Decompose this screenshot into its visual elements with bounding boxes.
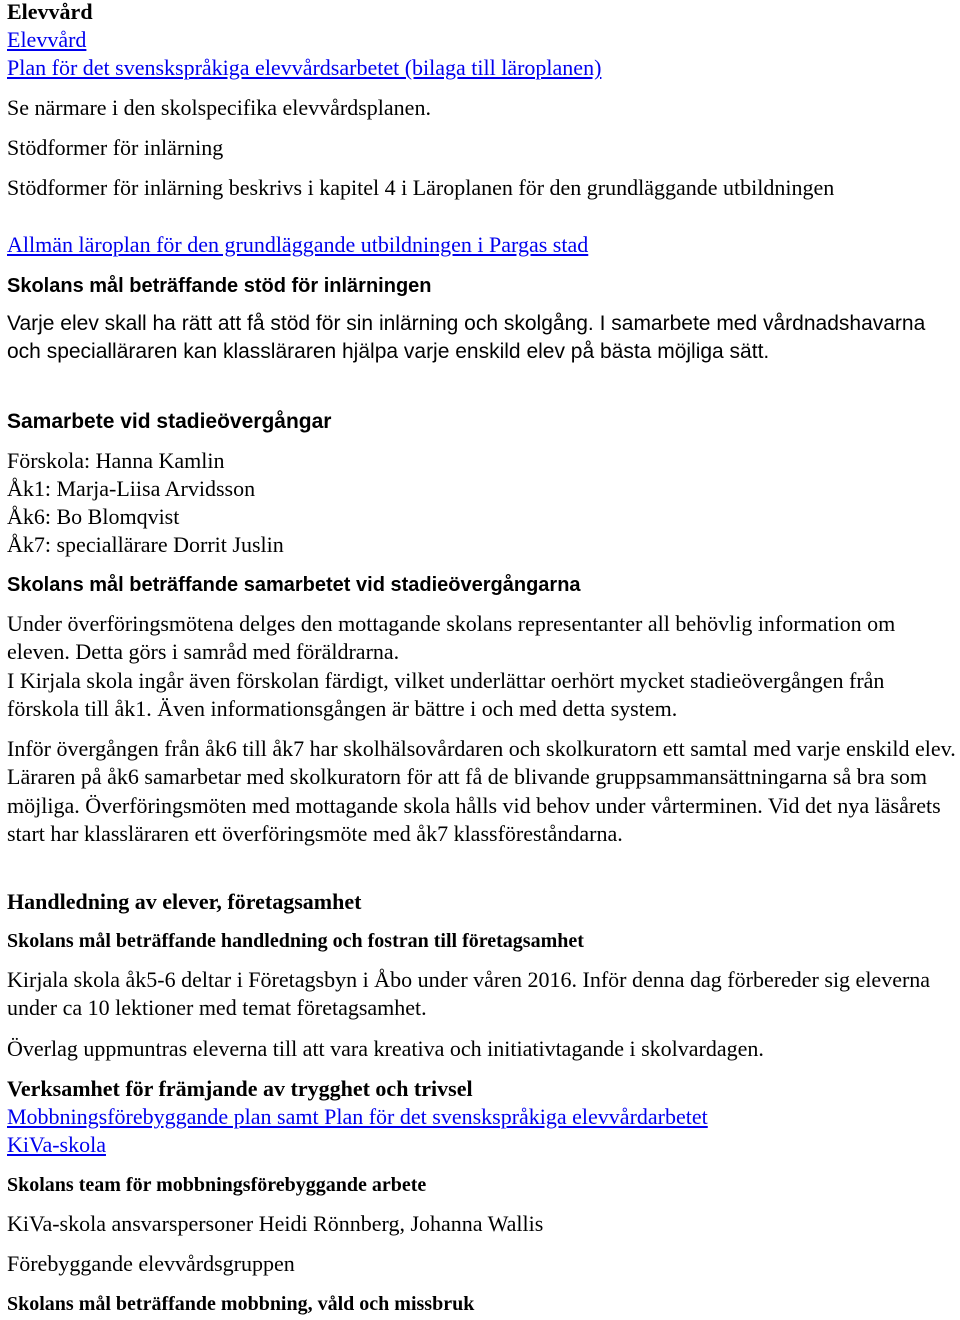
page-title: Elevvård [7, 0, 93, 24]
mobbning-plan-link[interactable]: Mobbningsförebyggande plan samt Plan för det svenskspråkiga elevvårdarbetet [7, 1104, 708, 1129]
section-heading-samarbete: Samarbete vid stadieövergångar [7, 410, 332, 433]
goal-heading-samarbete: Skolans mål beträffande samarbetet vid stadieövergångarna [7, 574, 581, 596]
section-heading-handledning: Handledning av elever, företagsamhet [7, 889, 362, 914]
stodformer-description: Stödformer för inlärning beskrivs i kapitel 4 i Läroplanen för den grundläggande utbildningen [7, 175, 835, 200]
samarbete-paragraph-1a: Under överföringsmötena delges den mottagande skolans representanter all behövlig information om eleven. Detta görs i samråd med föräldrarna. [7, 611, 896, 665]
elevvard-plan-link[interactable]: Plan för det svenskspråkiga elevvårdsarbetet (bilaga till läroplanen) [7, 55, 602, 80]
contact-ak7: Åk7: speciallärare Dorrit Juslin [7, 532, 284, 557]
group-text: Förebyggande elevvårdsgruppen [7, 1251, 295, 1276]
handledning-paragraph-1: Kirjala skola åk5-6 deltar i Företagsbyn i Åbo under våren 2016. Inför denna dag förbereder sig eleverna under ca 10 lektioner med temat företagsamhet. [7, 967, 931, 1021]
contact-ak6: Åk6: Bo Blomqvist [7, 504, 180, 529]
samarbete-paragraph-1b: I Kirjala skola ingår även förskolan färdigt, vilket underlättar oerhört mycket stadieövergången från förskola till åk1. Även informationsgången är bättre i och med detta system. [7, 668, 885, 722]
handledning-paragraph-2: Överlag uppmuntras eleverna till att vara kreativa och initiativtagande i skolvardagen. [7, 1036, 764, 1061]
contact-forskola: Förskola: Hanna Kamlin [7, 448, 225, 473]
goal-heading-stod: Skolans mål beträffande stöd för inlärningen [7, 275, 432, 297]
contact-ak1: Åk1: Marja-Liisa Arvidsson [7, 476, 256, 501]
section-heading-trygghet: Verksamhet för främjande av trygghet och trivsel [7, 1076, 473, 1101]
elevvard-note: Se närmare i den skolspecifika elevvårdsplanen. [7, 95, 431, 120]
elevvard-link[interactable]: Elevvård [7, 27, 87, 52]
team-text: KiVa-skola ansvarspersoner Heidi Rönnberg, Johanna Wallis [7, 1211, 544, 1236]
kiva-skola-link[interactable]: KiVa-skola [7, 1132, 106, 1157]
goal-text-stod: Varje elev skall ha rätt att få stöd för sin inlärning och skolgång. I samarbete med vårdnadshavarna och specialläraren kan klassläraren hjälpa varje enskild elev på bästa möjliga sätt. [7, 312, 926, 364]
team-heading: Skolans team för mobbningsförebyggande arbete [7, 1174, 427, 1196]
goal-heading-handledning: Skolans mål beträffande handledning och fostran till företagsamhet [7, 930, 584, 952]
section-heading-stodformer: Stödformer för inlärning [7, 135, 224, 160]
goal-heading-mobbning: Skolans mål beträffande mobbning, våld och missbruk [7, 1293, 475, 1315]
samarbete-paragraph-2: Inför övergången från åk6 till åk7 har skolhälsovårdaren och skolkuratorn ett samtal med varje enskild elev. Läraren på åk6 samarbetar med skolkuratorn för att få de blivande gruppsammansättningarna så bra som möjliga. Överföringsmöten med mottagande skola hålls vid behov under vårterminen. Vid det nya läsårets start har klassläraren ett överföringsmöte med åk7 klassföreståndarna. [7, 736, 956, 847]
laroplan-link[interactable]: Allmän läroplan för den grundläggande utbildningen i Pargas stad [7, 232, 589, 257]
